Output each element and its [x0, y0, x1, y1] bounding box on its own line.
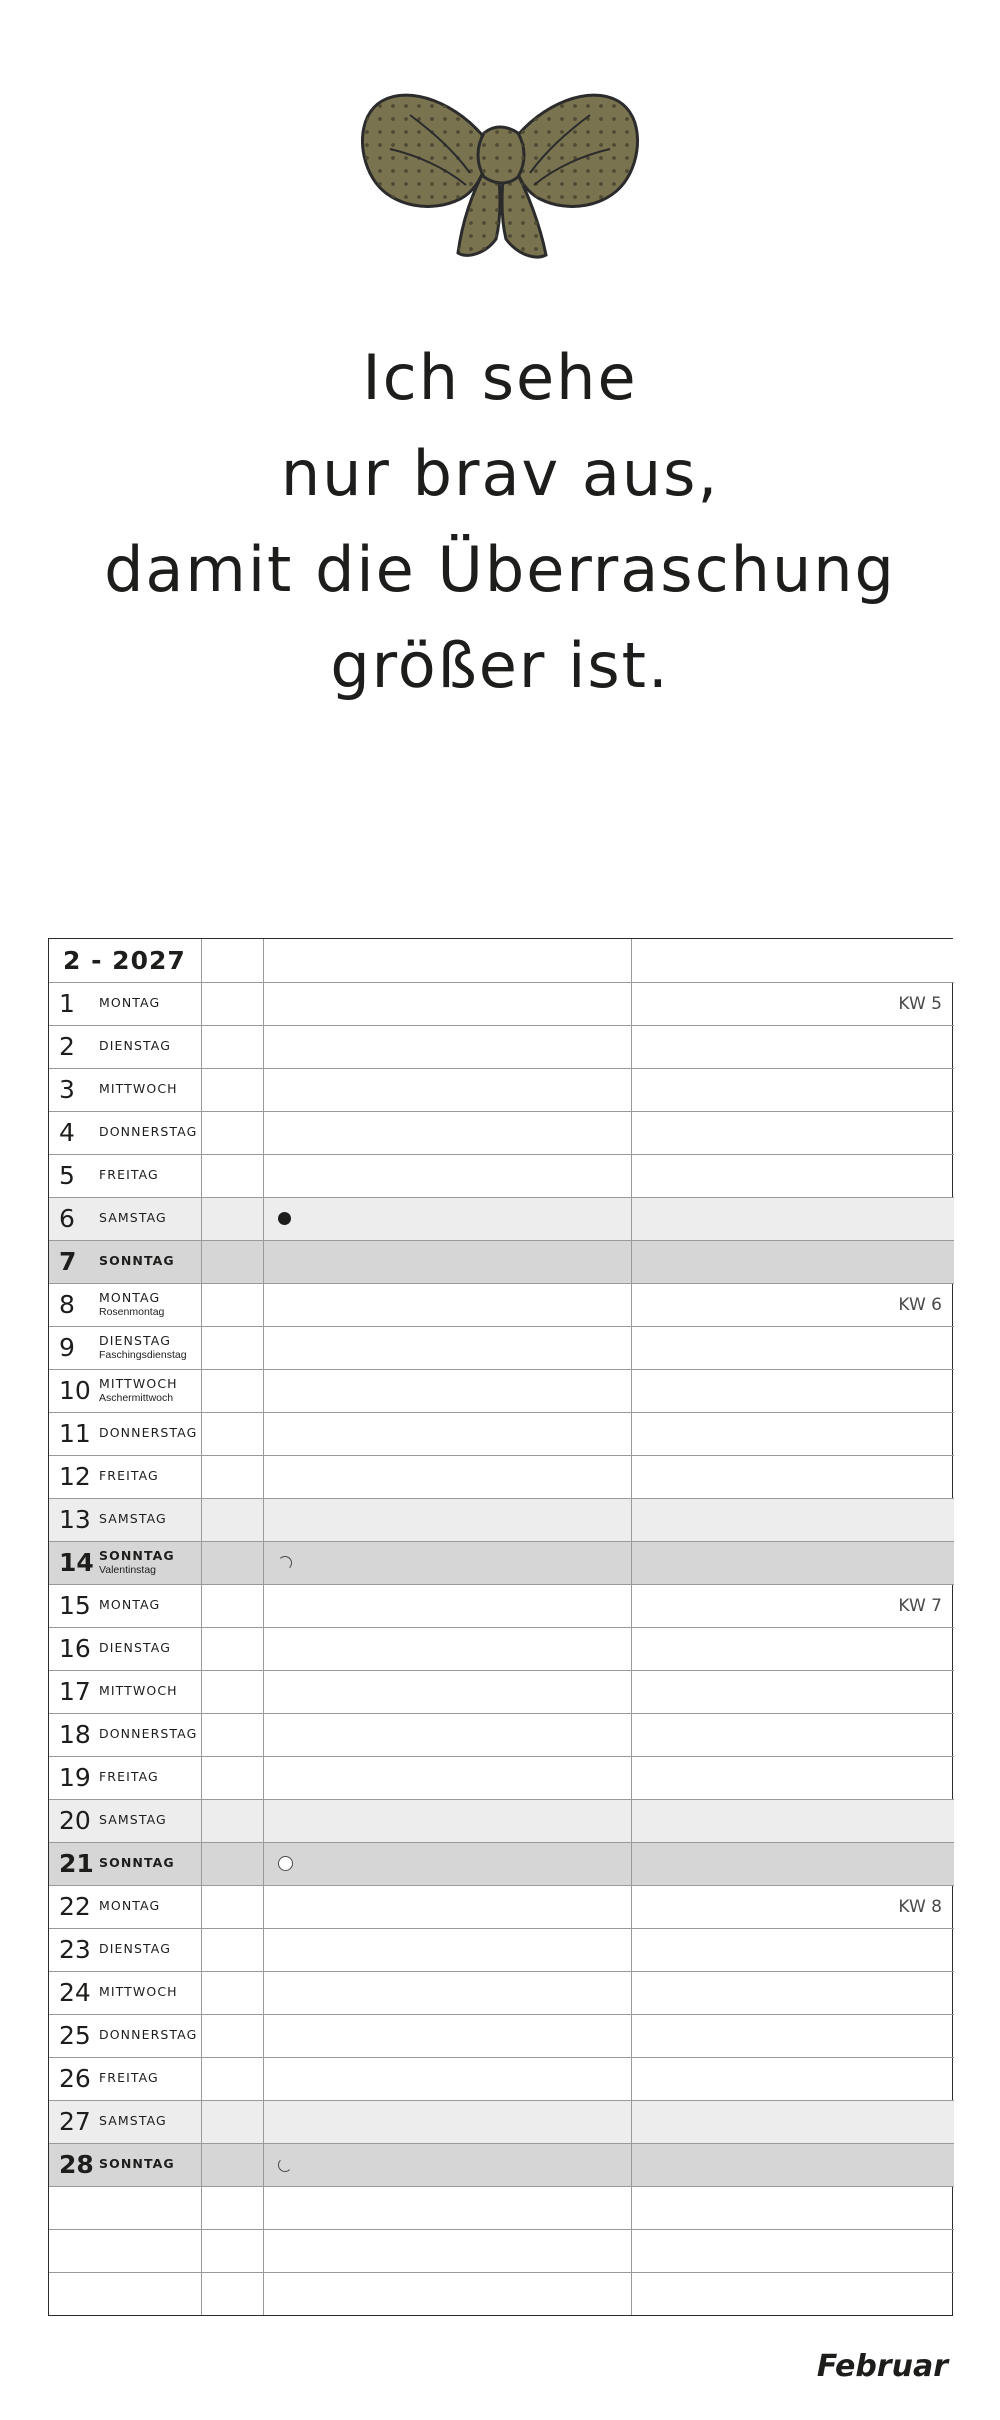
day-weekday-name: MITTWOCH — [99, 1683, 178, 1699]
blank-cell[interactable] — [201, 2229, 263, 2272]
moon-phase-cell — [201, 2100, 263, 2143]
day-label-cell — [49, 1498, 201, 1541]
moon-phase-cell — [201, 1627, 263, 1670]
moon-phase-cell — [201, 1025, 263, 1068]
day-number: 15 — [59, 1591, 91, 1620]
day-label-cell — [49, 2014, 201, 2057]
moon-phase-cell — [201, 1111, 263, 1154]
entry-cell-last[interactable] — [631, 1068, 954, 1111]
day-weekday-name: DONNERSTAG — [99, 1124, 198, 1140]
day-holiday-note: Valentinstag — [99, 1563, 157, 1576]
entry-cell-last[interactable] — [631, 1498, 954, 1541]
day-number: 17 — [59, 1677, 91, 1706]
entry-cell-mid[interactable] — [263, 1541, 631, 1584]
calendar-day-row — [49, 2100, 954, 2143]
quote-line-2: nur brav aus, — [280, 437, 720, 511]
day-number: 24 — [59, 1978, 91, 2007]
calendar-day-row — [49, 1283, 954, 1326]
day-label-cell — [49, 1541, 201, 1584]
entry-cell-last[interactable] — [631, 1971, 954, 2014]
day-weekday-name: SAMSTAG — [99, 1210, 167, 1226]
day-number: 3 — [59, 1075, 75, 1104]
day-label-cell — [49, 2100, 201, 2143]
blank-cell[interactable] — [201, 2272, 263, 2315]
quote-line-1: Ich sehe — [362, 341, 638, 414]
day-label-cell — [49, 1842, 201, 1885]
day-number: 20 — [59, 1806, 91, 1835]
entry-cell-mid[interactable] — [263, 1627, 631, 1670]
calendar-header-row — [49, 939, 954, 982]
day-number: 9 — [59, 1333, 75, 1362]
day-number: 22 — [59, 1892, 91, 1921]
day-weekday-name: DONNERSTAG — [99, 2027, 198, 2043]
calendar-day-row — [49, 1498, 954, 1541]
entry-cell-last[interactable] — [631, 1756, 954, 1799]
blank-cell[interactable] — [201, 2186, 263, 2229]
calendar-day-row — [49, 1025, 954, 1068]
day-weekday-name: SAMSTAG — [99, 2113, 167, 2129]
day-weekday-name: SAMSTAG — [99, 1812, 167, 1828]
blank-cell[interactable] — [263, 2186, 631, 2229]
day-label-cell — [49, 1283, 201, 1326]
day-number: 27 — [59, 2107, 91, 2136]
entry-cell-mid[interactable] — [263, 2014, 631, 2057]
moon-phase-cell — [201, 1154, 263, 1197]
blank-cell[interactable] — [49, 2186, 201, 2229]
entry-cell-last[interactable] — [631, 1885, 954, 1928]
entry-cell-mid[interactable] — [263, 1670, 631, 1713]
calendar-day-row — [49, 1068, 954, 1111]
day-label-cell — [49, 1240, 201, 1283]
calendar-day-row — [49, 1799, 954, 1842]
day-label-cell — [49, 1627, 201, 1670]
entry-cell-last[interactable] — [631, 1928, 954, 1971]
day-weekday-name: DONNERSTAG — [99, 1425, 198, 1441]
entry-cell-last[interactable] — [631, 1541, 954, 1584]
entry-cell-last[interactable] — [631, 2143, 954, 2186]
entry-cell-last[interactable] — [631, 1283, 954, 1326]
blank-cell[interactable] — [49, 2229, 201, 2272]
day-weekday-name: SONNTAG — [99, 2156, 175, 2172]
calendar-day-row — [49, 1412, 954, 1455]
calendar-day-row — [49, 1369, 954, 1412]
day-number: 8 — [59, 1290, 75, 1319]
entry-cell-mid[interactable] — [263, 1498, 631, 1541]
moon-phase-cell — [201, 1885, 263, 1928]
day-number: 11 — [59, 1419, 91, 1448]
calendar-day-row — [49, 1756, 954, 1799]
calendar-day-row — [49, 1971, 954, 2014]
entry-cell-last[interactable] — [631, 1326, 954, 1369]
day-label-cell — [49, 1068, 201, 1111]
day-weekday-name: DIENSTAG — [99, 1941, 171, 1957]
day-number: 18 — [59, 1720, 91, 1749]
day-label-cell — [49, 1326, 201, 1369]
day-label-cell — [49, 1584, 201, 1627]
calendar-day-row — [49, 1627, 954, 1670]
entry-cell-last[interactable] — [631, 1799, 954, 1842]
moon-phase-cell — [201, 1326, 263, 1369]
calendar-day-row — [49, 1111, 954, 1154]
entry-cell-last[interactable] — [631, 1584, 954, 1627]
day-number: 6 — [59, 1204, 75, 1233]
entry-cell-last[interactable] — [631, 1111, 954, 1154]
entry-cell-mid[interactable] — [263, 1584, 631, 1627]
moon-phase-icon — [278, 1856, 293, 1871]
moon-phase-cell — [201, 1584, 263, 1627]
day-label-cell — [49, 1799, 201, 1842]
moon-phase-cell — [201, 1541, 263, 1584]
moon-phase-cell — [201, 1928, 263, 1971]
entry-cell-last[interactable] — [631, 1713, 954, 1756]
day-number: 19 — [59, 1763, 91, 1792]
entry-cell-mid[interactable] — [263, 1799, 631, 1842]
calendar-day-row — [49, 1455, 954, 1498]
entry-cell-last[interactable] — [631, 2057, 954, 2100]
day-label-cell — [49, 1197, 201, 1240]
moon-phase-cell — [201, 1799, 263, 1842]
moon-phase-cell — [201, 982, 263, 1025]
entry-cell-mid[interactable] — [263, 1197, 631, 1240]
day-number: 5 — [59, 1161, 75, 1190]
moon-phase-cell — [201, 1197, 263, 1240]
bow-illustration — [0, 55, 1000, 285]
day-label-cell — [49, 1928, 201, 1971]
day-label-cell — [49, 1670, 201, 1713]
blank-cell[interactable] — [263, 2229, 631, 2272]
month-title: 2 - 2027 — [63, 945, 186, 975]
week-number: KW 6 — [898, 1294, 942, 1315]
day-weekday-name: FREITAG — [99, 2070, 159, 2086]
calendar-blank-row — [49, 2186, 954, 2229]
moon-phase-cell — [201, 1455, 263, 1498]
blank-cell[interactable] — [631, 2229, 954, 2272]
calendar-day-row — [49, 2014, 954, 2057]
day-weekday-name: MONTAG — [99, 1898, 161, 1914]
day-weekday-name: DIENSTAG — [99, 1640, 171, 1656]
entry-cell-mid[interactable] — [263, 1885, 631, 1928]
entry-cell-mid[interactable] — [263, 1283, 631, 1326]
day-number: 25 — [59, 2021, 91, 2050]
entry-cell-mid[interactable] — [263, 1240, 631, 1283]
calendar-day-row — [49, 2057, 954, 2100]
day-number: 7 — [59, 1247, 77, 1276]
day-weekday-name: MITTWOCH — [99, 1081, 178, 1097]
day-number: 2 — [59, 1032, 75, 1061]
day-weekday-name: SONNTAG — [99, 1548, 175, 1564]
day-label-cell — [49, 1111, 201, 1154]
day-label-cell — [49, 982, 201, 1025]
day-weekday-name: SONNTAG — [99, 1253, 175, 1269]
week-number: KW 7 — [898, 1595, 942, 1616]
calendar-blank-row — [49, 2272, 954, 2315]
calendar-day-row — [49, 1670, 954, 1713]
moon-phase-icon — [278, 1212, 291, 1225]
day-holiday-note: Rosenmontag — [99, 1305, 165, 1318]
moon-phase-cell — [201, 2014, 263, 2057]
entry-cell-last[interactable] — [631, 1412, 954, 1455]
week-number: KW 5 — [898, 993, 942, 1014]
moon-phase-cell — [201, 2057, 263, 2100]
moon-phase-cell — [201, 1842, 263, 1885]
calendar-day-row — [49, 2143, 954, 2186]
day-label-cell — [49, 1885, 201, 1928]
quote-line-4: größer ist. — [330, 629, 670, 703]
calendar-day-row — [49, 1154, 954, 1197]
entry-cell-mid[interactable] — [263, 1971, 631, 2014]
entry-cell-last[interactable] — [631, 1455, 954, 1498]
blank-cell[interactable] — [631, 2272, 954, 2315]
day-weekday-name: DIENSTAG — [99, 1038, 171, 1054]
day-holiday-note: Aschermittwoch — [99, 1391, 174, 1404]
entry-cell-mid[interactable] — [263, 1713, 631, 1756]
calendar-day-row — [49, 1541, 954, 1584]
entry-cell-mid[interactable] — [263, 1756, 631, 1799]
moon-phase-icon — [278, 1556, 292, 1570]
calendar-day-row — [49, 1197, 954, 1240]
moon-phase-cell — [201, 1283, 263, 1326]
entry-cell-mid[interactable] — [263, 1455, 631, 1498]
week-number: KW 8 — [898, 1896, 942, 1917]
moon-phase-cell — [201, 1756, 263, 1799]
entry-cell-mid[interactable] — [263, 2100, 631, 2143]
day-label-cell — [49, 1154, 201, 1197]
moon-phase-cell — [201, 1670, 263, 1713]
moon-phase-cell — [201, 1971, 263, 2014]
entry-cell-mid[interactable] — [263, 1326, 631, 1369]
day-number: 13 — [59, 1505, 91, 1534]
day-label-cell — [49, 1369, 201, 1412]
entry-cell-last[interactable] — [631, 1369, 954, 1412]
day-weekday-name: SAMSTAG — [99, 1511, 167, 1527]
day-number: 10 — [59, 1376, 91, 1405]
day-label-cell — [49, 1713, 201, 1756]
calendar-day-row — [49, 1240, 954, 1283]
bow-icon — [350, 63, 650, 278]
day-label-cell — [49, 1971, 201, 2014]
day-weekday-name: MONTAG — [99, 995, 161, 1011]
day-weekday-name: FREITAG — [99, 1468, 159, 1484]
moon-phase-cell — [201, 1713, 263, 1756]
entry-cell-last[interactable] — [631, 1627, 954, 1670]
day-weekday-name: MITTWOCH — [99, 1984, 178, 2000]
day-number: 14 — [59, 1548, 94, 1577]
day-label-cell — [49, 1455, 201, 1498]
quote-line-3: damit die Überraschung — [104, 533, 896, 607]
day-weekday-name: FREITAG — [99, 1167, 159, 1183]
entry-cell-mid[interactable] — [263, 1111, 631, 1154]
entry-cell-last[interactable] — [631, 1025, 954, 1068]
day-number: 16 — [59, 1634, 91, 1663]
moon-phase-cell — [201, 1369, 263, 1412]
day-number: 21 — [59, 1849, 94, 1878]
blank-cell[interactable] — [49, 2272, 201, 2315]
entry-cell-mid[interactable] — [263, 1369, 631, 1412]
entry-cell-mid[interactable] — [263, 1068, 631, 1111]
entry-cell-mid[interactable] — [263, 1928, 631, 1971]
entry-cell-last[interactable] — [631, 1842, 954, 1885]
entry-cell-mid[interactable] — [263, 2057, 631, 2100]
calendar-blank-row — [49, 2229, 954, 2272]
moon-phase-icon — [278, 2158, 292, 2172]
day-weekday-name: FREITAG — [99, 1769, 159, 1785]
calendar-day-row — [49, 1713, 954, 1756]
footer-month-label: Februar — [816, 2349, 948, 2384]
entry-cell-mid[interactable] — [263, 1154, 631, 1197]
moon-phase-cell — [201, 1240, 263, 1283]
header-cell-notes-mid[interactable] — [263, 939, 631, 982]
header-cell-notes-narrow[interactable] — [201, 939, 263, 982]
day-label-cell — [49, 2143, 201, 2186]
day-weekday-name: DIENSTAG — [99, 1333, 171, 1349]
day-weekday-name: MONTAG — [99, 1597, 161, 1613]
entry-cell-last[interactable] — [631, 1154, 954, 1197]
calendar-day-row — [49, 1326, 954, 1369]
day-number: 4 — [59, 1118, 75, 1147]
day-weekday-name: DONNERSTAG — [99, 1726, 198, 1742]
day-number: 26 — [59, 2064, 91, 2093]
calendar-day-row — [49, 1584, 954, 1627]
day-number: 1 — [59, 989, 75, 1018]
day-holiday-note: Faschingsdienstag — [99, 1348, 187, 1361]
entry-cell-last[interactable] — [631, 982, 954, 1025]
entry-cell-last[interactable] — [631, 2100, 954, 2143]
entry-cell-last[interactable] — [631, 1197, 954, 1240]
entry-cell-mid[interactable] — [263, 1412, 631, 1455]
moon-phase-cell — [201, 1498, 263, 1541]
calendar-day-row — [49, 1885, 954, 1928]
moon-phase-cell — [201, 2143, 263, 2186]
day-number: 28 — [59, 2150, 94, 2179]
day-weekday-name: MITTWOCH — [99, 1376, 178, 1392]
moon-phase-cell — [201, 1412, 263, 1455]
day-label-cell — [49, 1756, 201, 1799]
day-weekday-name: SONNTAG — [99, 1855, 175, 1871]
entry-cell-last[interactable] — [631, 2014, 954, 2057]
blank-cell[interactable] — [263, 2272, 631, 2315]
day-number: 23 — [59, 1935, 91, 1964]
entry-cell-mid[interactable] — [263, 1025, 631, 1068]
header-cell-notes-last[interactable] — [631, 939, 954, 982]
entry-cell-last[interactable] — [631, 1670, 954, 1713]
calendar-day-row — [49, 1928, 954, 1971]
entry-cell-last[interactable] — [631, 1240, 954, 1283]
day-label-cell — [49, 2057, 201, 2100]
day-label-cell — [49, 1025, 201, 1068]
quote-text — [0, 330, 1000, 714]
entry-cell-mid[interactable] — [263, 2143, 631, 2186]
entry-cell-mid[interactable] — [263, 982, 631, 1025]
entry-cell-mid[interactable] — [263, 1842, 631, 1885]
calendar-grid — [48, 938, 953, 2316]
day-label-cell — [49, 1412, 201, 1455]
calendar-day-row — [49, 982, 954, 1025]
blank-cell[interactable] — [631, 2186, 954, 2229]
day-weekday-name: MONTAG — [99, 1290, 161, 1306]
day-number: 12 — [59, 1462, 91, 1491]
moon-phase-cell — [201, 1068, 263, 1111]
calendar-day-row — [49, 1842, 954, 1885]
